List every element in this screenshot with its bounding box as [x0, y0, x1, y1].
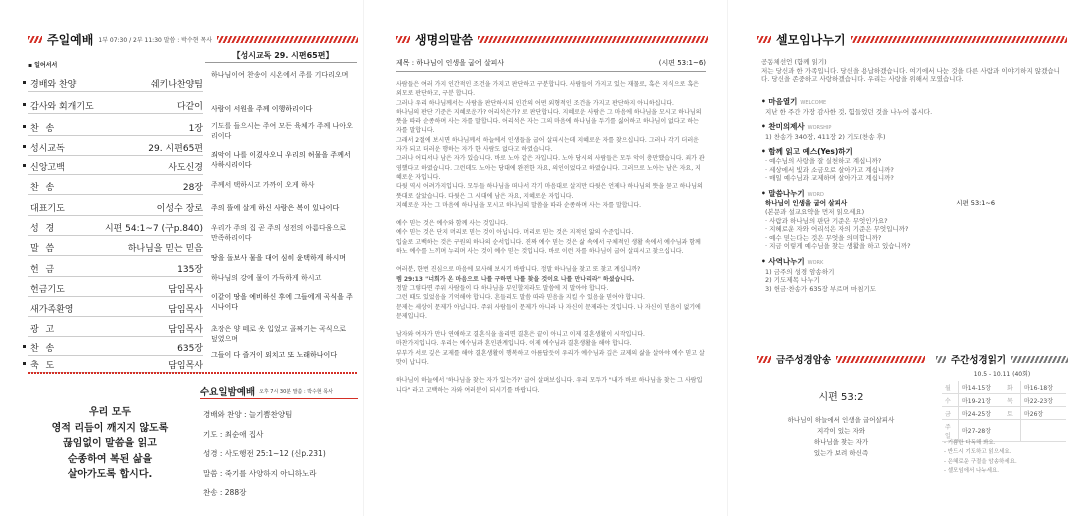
- worship-header: [28, 32, 358, 46]
- header-stripe: [757, 36, 771, 43]
- order-item: 감사와 회개기도: [30, 102, 94, 112]
- order-row: [30, 241, 203, 254]
- order-value: 하나님을 믿는 믿음: [127, 244, 203, 254]
- order-row: [30, 302, 203, 315]
- order-item: 경배와 찬양: [30, 80, 77, 90]
- header-stripe: [757, 356, 771, 363]
- order-value: 담임목사: [168, 305, 203, 315]
- section-title-text: 마음열기: [768, 97, 798, 106]
- sermon-sentence: 렘 29:13 "너희가 온 마음으로 나를 구하면 나를 찾을 것이요 나를 만나리라" 하셨습니다.: [396, 275, 635, 283]
- memory-header: [757, 352, 925, 366]
- wednesday-line: 찬송 : 288장: [203, 488, 247, 497]
- sermon-sentence: 하나님이 하늘에서 '하나님을 찾는 자가 있는가?' 굽어 살펴보십니다. 우리 모두가 "내가 바로 하나님을 찾는 그 사람입니다" 라고 고백하는 자와 여러분이 되시기를 바랍니다.: [396, 377, 703, 394]
- order-item: 축 도: [30, 361, 57, 371]
- wednesday-order: [203, 405, 359, 503]
- sermon-paragraph: [396, 265, 706, 321]
- cell-sections: [761, 98, 1066, 300]
- divider: [28, 91, 203, 92]
- order-row: [30, 141, 203, 154]
- responsive-line: 주의 뜰에 살게 하신 사람은 복이 있나이다: [211, 204, 340, 212]
- section-divider: [28, 372, 358, 374]
- reading-cell: 마16-18장: [1024, 384, 1054, 392]
- responsive-line: 하나님의 강에 물이 가득하게 하시고: [211, 274, 322, 282]
- header-stripe: [28, 36, 42, 43]
- cell-line: 지난 한 주간 가장 감사한 것, 힘들었던 것을 나누어 봅시다.: [765, 107, 933, 116]
- wednesday-line: 기도 : 최순애 집사: [203, 429, 264, 439]
- cell-line: · 예수 믿는다는 것은 무엇을 의미합니까?: [765, 233, 882, 242]
- reading-cell: 마14-15장: [962, 384, 992, 392]
- wednesday-line: 말씀 : 죽기를 사양하지 아니하노라: [203, 468, 317, 478]
- sermon-sentence: 남자와 여자가 만나 연애하고 결혼식을 올리면 결혼은 끝이 아니고 이제 결혼생활이 시작입니다.: [396, 331, 645, 339]
- sermon-ref: (시편 53:1~6): [658, 59, 706, 67]
- sermon-paragraph: [396, 219, 706, 256]
- order-row: [30, 201, 203, 214]
- reading-row: [942, 381, 1066, 394]
- wednesday-line: 경배와 찬양 : 늘기쁨찬양팀: [203, 410, 293, 419]
- order-value: 29. 시편65편: [148, 144, 203, 154]
- order-value: 시편 54:1~7 (구p.840): [104, 224, 203, 234]
- divider: [28, 215, 203, 216]
- sermon-sentence: 그런 때도 있었음을 기억해야 합니다. 흔들리도 말씀 따라 믿음을 지킬 수 있음을 믿어야 합니다.: [396, 294, 645, 302]
- sermon-sentence: 그래서 2절에 보시면 하나님께서 하늘에서 인생들을 굽어 살피시는데 지혜로운 자를 찾으십니다. 그러나 각기 더러운 자가 되고 더러운 행하는 자가 한 사람도 없다고 하였습니다.: [396, 136, 699, 154]
- responsive-line: 우리가 주의 집 곧 주의 성전의 아름다움으로 만족하리이다: [211, 224, 347, 242]
- divider: [28, 174, 203, 175]
- wednesday-title: 수요일밤예배: [200, 387, 256, 398]
- reading-note: - 은혜로운 구절을 암송하세요.: [944, 458, 1017, 465]
- reading-notes: [944, 439, 1068, 476]
- order-value: 이성수 장로: [156, 204, 203, 214]
- wednesday-header: [200, 384, 358, 398]
- cell-line: · 예수님의 사랑을 잘 실천하고 계십니까?: [765, 156, 882, 165]
- divider: [28, 113, 203, 114]
- reading-cell: 금: [942, 407, 959, 420]
- cell-section-title: • 마음열기 WELCOME: [761, 97, 827, 106]
- reading-cell: 월: [942, 381, 959, 394]
- cell-section: [761, 148, 1066, 182]
- cell-section-title: • 찬미의제사 WORSHIP: [761, 122, 832, 132]
- sermon-sentence: 입술로 고백하는 것은 구원의 하나의 순서입니다. 진짜 예수 믿는 것은 삶 속에서 구체적인 생활 속에서 예수님과 함께 하노 예수를 느끼며 누리며 사는 것이 예수 믿는 것입니다. 바로 이런 자를 하나님이 굽어 살피시고 찾으십니다.: [396, 238, 701, 256]
- cell-header: [757, 32, 1067, 46]
- reading-row: [942, 407, 1066, 420]
- reading-cell: 목: [1004, 394, 1021, 407]
- memory-line: 있는가 보려 하신즉: [813, 449, 869, 457]
- cell-line: · 세상에서 빛과 소금으로 살아가고 계십니까?: [765, 165, 894, 174]
- sermon-title: 생명의말씀: [415, 32, 473, 47]
- sermon-header: [396, 32, 708, 46]
- sermon-sentence: 하나님의 판단 기준은 지혜로운가? 어리석은가? 로 판단합니다. 지혜로운 사람은 그 마음에 하나님을 모시고 하나님의 뜻을 따라 순종하며 사는 자를 말합니다. 어리석은 자는 그의 마음에 하나님을 두기를 싫어하고 하나님이 없다고 하는 자를 말합니다.: [396, 108, 702, 135]
- order-row: [30, 358, 203, 371]
- reading-cell: 화: [1004, 381, 1021, 394]
- cell-section: [761, 123, 1066, 141]
- fold-line: [363, 0, 364, 516]
- sermon-paragraph: [396, 376, 706, 395]
- memory-verse: [757, 415, 925, 459]
- section-english: WORK: [807, 259, 824, 266]
- order-item: 말 씀: [30, 244, 57, 254]
- divider: [28, 135, 203, 136]
- responsive-line: 그들이 다 즐거이 외치고 또 노래하나이다: [211, 351, 338, 359]
- header-stripe: [217, 36, 358, 43]
- section-title-text: 말씀나누기: [768, 188, 805, 198]
- cell-line: · 지금 이렇게 예수님을 찾는 생활을 하고 있습니까?: [765, 242, 911, 251]
- header-stripe: [836, 356, 925, 363]
- cell-title: 셀모임나누기: [776, 32, 846, 47]
- sermon-sentence: 지혜로운 자는 그 마음에 하나님을 모시고 하나님의 말씀을 따라 순종하며 사는 자를 말합니다.: [396, 201, 642, 209]
- memory-line: 지각이 있는 자와: [816, 427, 866, 435]
- sermon-sentence: 마찬가지입니다. 우리는 예수님과 혼인관계입니다. 이제 예수님과 결혼생활을 해야 합니다.: [396, 340, 632, 348]
- section-english: WORD: [807, 191, 824, 198]
- cell-line: · 사람과 하나님의 판단 기준은 무엇인가요?: [765, 216, 888, 225]
- cell-section-title: • 함께 읽고 예스(Yes)하기: [761, 147, 853, 157]
- order-item: 헌금기도: [30, 285, 65, 295]
- sermon-sentence: 예수 믿는 것은 단지 머리로 믿는 것이 아닙니다. 머리로 믿는 것은 지적인 앎의 수준입니다.: [396, 229, 634, 237]
- section-title-text: 사역나누기: [768, 256, 805, 266]
- section-english: WORSHIP: [807, 125, 832, 132]
- cell-line: 2) 기도제목 나누기: [765, 276, 820, 285]
- cell-line: 3) 헌금·찬송가 635장 부르며 마침기도: [765, 284, 877, 293]
- responsive-line: 주께서 택하시고 가까이 오게 하사: [211, 181, 315, 189]
- order-row: [30, 77, 203, 90]
- reading-note: - 반드시 기도하고 읽으세요.: [944, 449, 1012, 456]
- sermon-sentence: 다윗 역시 어려가지입니다. 모두들 하나님을 떠나서 각기 마음대로 살지만 다윗은 언제나 하나님의 뜻을 묻고 하나님의 뜻대로 살았습니다. 다윗은 그 시대에 남은 자요, 지혜로운 자입니다.: [396, 183, 703, 200]
- responsive-line: 이같이 땅을 예비하신 후에 그들에게 곡식을 주시나이다: [211, 293, 353, 311]
- standing-note: ▪ 일어서서: [28, 62, 58, 69]
- divider: [28, 296, 203, 297]
- worship-times: 1부 07:30 / 2부 11:30 말씀 : 박수현 목사: [98, 36, 213, 44]
- word-subject-row: [765, 199, 995, 208]
- responsive-line: 초장은 양 떼로 옷 입었고 골짜기는 곡식으로 덮였으며: [211, 325, 347, 343]
- sermon-subject-row: [396, 58, 706, 68]
- word-ref: 시편 53:1~6: [956, 199, 995, 208]
- standing-note-text: 일어서서: [34, 62, 58, 69]
- responsive-line: 죄악이 나를 이겼사오니 우리의 허물을 주께서 사하시리이다: [211, 151, 351, 169]
- order-value: 담임목사: [168, 325, 203, 335]
- cell-line: · 매일 예수님과 교제하며 살아가고 계십니까?: [765, 174, 894, 183]
- fold-line: [727, 0, 728, 516]
- order-value: 담임목사: [168, 285, 203, 295]
- motto-line: 우리 모두: [88, 407, 132, 418]
- reading-note: - 셀모임에서 나누세요.: [944, 467, 1000, 474]
- order-item: 광 고: [30, 325, 57, 335]
- order-value: 쉐키나찬양팀: [150, 80, 203, 90]
- order-item: 대표기도: [30, 204, 65, 214]
- header-stripe: [851, 36, 1067, 43]
- reading-row: [942, 394, 1066, 407]
- order-row: [30, 282, 203, 295]
- divider: [200, 398, 358, 399]
- order-value: 1장: [188, 124, 203, 134]
- section-title-text: 함께 읽고 예스(Yes)하기: [768, 147, 853, 157]
- motto-line: 끊임없이 말씀을 읽고: [63, 438, 157, 449]
- reading-cell: 주일: [942, 420, 959, 442]
- sermon-sentence: 사람들은 여러 가지 인간적인 조건을 가지고 판단하고 구분합니다. 사람들이 가지고 있는 재물로, 혹은 지식으로 혹은 외모로 판단하고, 구분 합니다.: [396, 81, 699, 98]
- divider: [28, 316, 203, 317]
- reading-cell: 마27-28장: [962, 428, 992, 435]
- cell-line: · 지혜로운 자와 어리석은 자의 기준은 무엇입니까?: [765, 225, 909, 234]
- sermon-sentence: 정말 그렇다면 주위 사람들이 다 하나님을 부인할지라도 말씀에 지 말아야 합니다.: [396, 284, 609, 292]
- cell-section: [761, 190, 1066, 251]
- cell-section-title: • 말씀나누기 WORD: [761, 188, 824, 198]
- declaration-text: 저는 당신과 한 가족입니다. 당신을 용납하겠습니다. 여기에서 나눈 것을 다른 사람과 이야기하지 않겠습니다. 당신을 존중하고 사랑하겠습니다. 우리는 사랑을 위해서 모였습니다.: [761, 66, 1060, 84]
- order-row: [30, 341, 203, 354]
- declaration-title: 공동체선언 (함께 읽기): [761, 58, 827, 66]
- sermon-subject: 제목 : 하나님이 인생을 굽어 살피사: [396, 59, 505, 67]
- responsive-line: 기도를 들으시는 주여 모든 육체가 주께 나아오리이다: [211, 122, 353, 140]
- section-english: WELCOME: [800, 100, 827, 106]
- header-stripe: [1011, 356, 1068, 363]
- sermon-sentence: 여러분, 한번 진심으로 마음에 묘사해 보시기 바랍니다. 정말 하나님을 찾고 또 찾고 계십니까?: [396, 266, 641, 274]
- reading-title: 주간성경읽기: [951, 355, 1007, 366]
- sermon-body: [396, 80, 706, 404]
- order-item: 새가족환영: [30, 305, 74, 315]
- order-item: 성 경: [30, 224, 57, 234]
- header-stripe: [936, 356, 946, 363]
- order-value: 635장: [177, 344, 203, 354]
- order-item: 찬 송: [30, 183, 57, 193]
- cell-line: 1) 금주의 성경 암송하기: [765, 267, 835, 276]
- motto-line: 영적 리듬이 깨지지 않도록: [51, 422, 169, 434]
- divider: [28, 336, 203, 337]
- section-title-text: 찬미의제사: [768, 122, 805, 132]
- cell-line: (본문과 설교요약을 먼저 읽으세요): [765, 207, 865, 216]
- wednesday-times: 오후 7시 30분 말씀 : 박수현 목사: [259, 388, 333, 395]
- divider: [28, 155, 203, 156]
- order-row: [30, 160, 203, 173]
- divider: [28, 276, 203, 277]
- sermon-sentence: 문제는 세상이 문제가 아닙니다. 주위 사람들이 문제가 아니라 나 자신이 문제라는 것입니다. 나 자신이 믿음이 없기에 문제입니다.: [396, 303, 701, 320]
- sermon-sentence: 그러나 우리 하나님께서는 사람을 판단하시되 인간의 어떤 외형적인 조건을 가지고 판단하지 아니하십니다.: [396, 99, 674, 107]
- memory-line: 하나님을 찾는 자가: [813, 438, 869, 446]
- cell-section: [761, 98, 1066, 116]
- header-stripe: [478, 36, 708, 43]
- order-row: [30, 322, 203, 335]
- order-value: 담임목사: [168, 361, 203, 371]
- order-item: 찬 송: [30, 124, 57, 134]
- order-value: 다같이: [176, 102, 203, 112]
- cell-line: 1) 찬송가 340장, 411장 2) 기도(찬송 후): [765, 132, 886, 141]
- sermon-sentence: 그러나 어디서나 남은 자가 있습니다. 바로 노아 같은 자입니다. 노아 당시의 사람들은 모두 악이 충만했습니다. 죄가 관영했다고 하였습니다. 그런데도 노아는 당대에 완전한 자요, 의인이었다고 하였습니다. 그러므로 노아는 남은 자요, 지혜로운 자입니다.: [396, 155, 705, 181]
- order-item: 성시교독: [30, 144, 65, 154]
- memory-ref: 시편 53:2: [818, 392, 864, 403]
- declaration: [761, 58, 1066, 84]
- divider: [205, 62, 357, 63]
- order-item: 헌 금: [30, 265, 57, 275]
- divider: [28, 235, 203, 236]
- memory-title: 금주성경암송: [776, 355, 832, 366]
- reading-cell: 마24-25장: [962, 410, 992, 418]
- memory-line: 하나님이 하늘에서 인생을 굽어살피사: [787, 416, 895, 424]
- motto: [30, 405, 190, 483]
- sermon-paragraph: [396, 80, 706, 210]
- order-value: 28장: [182, 183, 203, 193]
- divider: [28, 194, 203, 195]
- order-value: 사도신경: [168, 163, 203, 173]
- order-value: 135장: [177, 265, 203, 275]
- order-row: [30, 121, 203, 134]
- divider: [28, 255, 203, 256]
- reading-range: 10.5 - 10.11 (40회): [973, 371, 1031, 378]
- responsive-title: 【성시교독 29. 시편65편】: [232, 51, 334, 60]
- worship-title: 주일예배: [47, 32, 94, 47]
- responsive-line: 사람이 서원을 주께 이행하리이다: [211, 105, 313, 113]
- divider: [28, 355, 203, 356]
- reading-cell: 토: [1004, 407, 1021, 420]
- reading-note: - 기쁨한 다독해 봐요.: [944, 440, 996, 446]
- reading-header: [936, 352, 1068, 366]
- reading-cell: 마19-21장: [962, 397, 992, 405]
- motto-line: 순종하여 복된 삶을: [67, 453, 153, 465]
- wednesday-line: 성경 : 사도행전 25:1~12 (신p.231): [203, 449, 326, 458]
- order-row: [30, 99, 203, 112]
- order-item: 찬 송: [30, 344, 57, 354]
- reading-cell: 수: [942, 394, 959, 407]
- sermon-sentence: 부부가 서로 깊은 교제를 해야 결혼생활이 행복하고 아름답듯이 우리가 예수님과 깊은 교제의 삶을 살아야 예수 믿고 살 맛이 납니다.: [396, 349, 705, 367]
- cell-section: [761, 258, 1066, 293]
- order-row: [30, 262, 203, 275]
- word-subject: 하나님이 인생을 굽어 살피사: [765, 199, 848, 208]
- responsive-line: 하나님이여 찬송이 시온에서 주를 기다리오며: [211, 71, 349, 79]
- reading-table: [942, 381, 1066, 442]
- order-item: 신앙고백: [30, 163, 65, 173]
- cell-section-title: • 사역나누기 WORK: [761, 256, 824, 266]
- motto-line: 살아가도록 합시다.: [67, 469, 153, 480]
- sermon-paragraph: [396, 330, 706, 367]
- reading-cell: 마22-23장: [1024, 397, 1054, 405]
- order-row: [30, 180, 203, 193]
- reading-cell: 마26장: [1024, 410, 1044, 418]
- header-stripe: [396, 36, 410, 43]
- sermon-sentence: 예수 믿는 것은 예수와 함께 사는 것입니다.: [396, 220, 508, 228]
- order-row: [30, 221, 203, 234]
- responsive-line: 땅을 돌보사 물을 대어 심히 윤택하게 하시며: [211, 254, 347, 262]
- divider: [396, 71, 706, 72]
